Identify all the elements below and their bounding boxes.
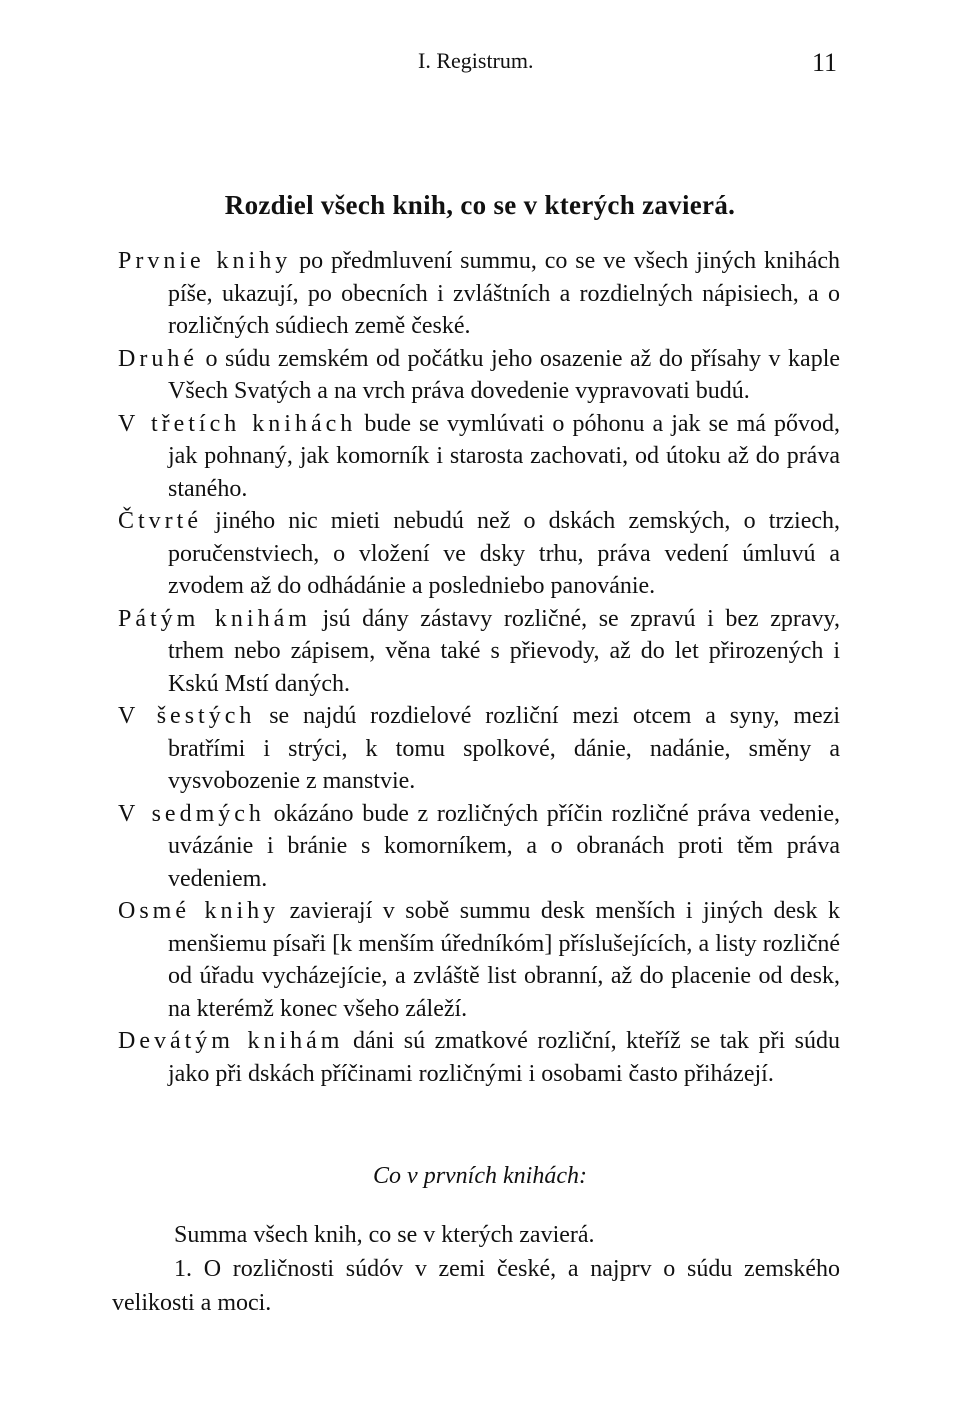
entry-text: okázáno bude z rozličných příčin rozličné práva vedenie, uvázánie i bránie s komorníkem, a o obranách proti těm práva vedeniem. — [168, 800, 840, 892]
book-entry-3 — [118, 408, 840, 506]
book-entry-1 — [118, 245, 840, 343]
entry-text: jiného nic mieti nebudú než o dskách zemských, o trziech, poručenstviech, o vložení ve dsky trhu, práva vedení úmluvú a zvodem až do odhádánie a posledniebo panovánie. — [168, 508, 841, 599]
contents-heading: Co v prvních knihách: — [373, 1163, 587, 1189]
entry-text: dáni sú zmatkové rozliční, kteříž se tak při súdu jako při dskách příčinami rozličnými i osobami často přiházejí. — [168, 1028, 840, 1087]
entry-lead: Devátým knihám — [118, 1028, 344, 1054]
entry-text: zavierají v sobě summu desk menších i jiných desk k menšiemu písaři [k menším úředníkóm] příslušejících, a listy rozličné od úřadu vycházejície, a zvláště list obranní, až do placenie od desk, na kterémž konec všeho záleží. — [168, 898, 840, 1022]
entry-lead: Druhé — [118, 345, 198, 372]
entry-text: po předmluvení summu, co se ve všech jiných knihách píše, ukazují, po obecních i zvláštních a rozdielných nápisiech, a o rozličných súdiech země české. — [168, 248, 841, 339]
entry-text: jsú dány zástavy rozličné, se zpravú i bez zpravy, trhem nebo zápisem, věna také s přievody, až do let přirozených i Kskú Mstí daných. — [168, 605, 840, 697]
page-number: 11 — [812, 48, 838, 77]
entry-lead: Pátým knihám — [118, 605, 311, 632]
book-entry-9 — [118, 1025, 840, 1090]
section-title: Rozdiel všech knih, co se v kterých zavierá. — [224, 190, 736, 220]
book-entry-6 — [118, 700, 840, 798]
book-entry-2 — [118, 343, 840, 408]
book-entry-7 — [118, 798, 840, 896]
book-entry-8 — [118, 895, 840, 1025]
book-entry-4 — [118, 505, 840, 603]
entry-lead: Čtvrté — [118, 508, 202, 534]
book-entry-5 — [118, 603, 840, 701]
entry-lead: Prvnie knihy — [118, 248, 292, 274]
contents-summary: Summa všech knih, co se v kterých zavierá. — [174, 1222, 595, 1248]
running-title: I. Registrum. — [418, 48, 534, 73]
running-header — [0, 44, 960, 80]
entry-lead: Osmé knihy — [118, 898, 280, 924]
entry-lead: V sedmých — [118, 800, 265, 827]
entry-text: o súdu zemském od počátku jeho osazenie až do přísahy v kaple Všech Svatých a na vrch práva dovedenie vypravovati budú. — [168, 345, 841, 404]
entry-text: bude se vymlúvati o póhonu a jak se má pővod, jak pohnaný, jak komorník i starosta zachovati, od útoku až do práva staného. — [168, 410, 840, 502]
entry-lead: V třetích knihách — [118, 410, 357, 437]
entry-text: se najdú rozdielové rozliční mezi otcem a syny, mezi bratřími i strýci, k tomu spolkové, dánie, nadánie, směny a vysvobozenie z manstvie. — [168, 703, 840, 794]
contents-list — [112, 1218, 840, 1320]
contents-item: 1. O rozličnosti súdóv v zemi české, a najprv o súdu zemského velikosti a moci. — [112, 1256, 840, 1316]
entry-lead: V šestých — [118, 703, 256, 729]
book-list — [118, 245, 840, 1090]
